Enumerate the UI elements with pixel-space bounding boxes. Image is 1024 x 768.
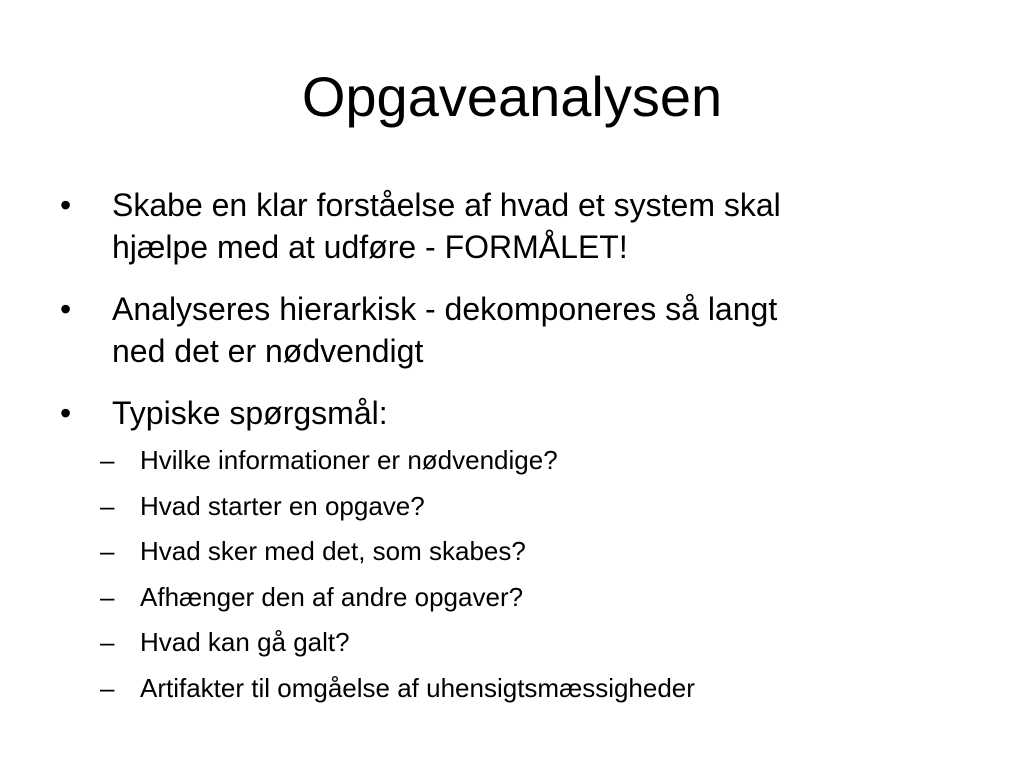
bullet-text-line: ned det er nødvendigt <box>112 333 424 369</box>
bullet-marker: • <box>60 187 72 223</box>
bullet-item <box>60 184 960 268</box>
sub-bullet-item <box>100 438 960 484</box>
slide-title: Opgaveanalysen <box>301 65 723 128</box>
sub-bullet-item <box>100 484 960 530</box>
bullet-item <box>60 392 960 712</box>
bullet-list <box>60 184 960 732</box>
sub-bullet-text: Artifakter til omgåelse af uhensigtsmæssigheder <box>140 672 695 703</box>
sub-bullet-text: Afhænger den af andre opgaver? <box>140 581 524 612</box>
sub-bullet-item <box>100 529 960 575</box>
bullet-marker: • <box>60 395 72 431</box>
bullet-text-line: Typiske spørgsmål: <box>112 395 388 431</box>
dash-marker: – <box>100 445 115 475</box>
bullet-marker: • <box>60 291 72 327</box>
bullet-text-line: hjælpe med at udføre - FORMÅLET! <box>112 229 628 265</box>
sub-bullet-item <box>100 620 960 666</box>
sub-bullet-item <box>100 575 960 621</box>
dash-marker: – <box>100 581 115 612</box>
sub-bullet-text: Hvad sker med det, som skabes? <box>140 536 526 567</box>
dash-marker: – <box>100 536 115 567</box>
dash-marker: – <box>100 672 115 703</box>
dash-marker: – <box>100 490 115 521</box>
bullet-text-line: Skabe en klar forståelse af hvad et system skal <box>112 187 781 223</box>
sub-bullet-text: Hvilke informationer er nødvendige? <box>140 445 558 475</box>
dash-marker: – <box>100 627 115 658</box>
sub-bullet-item <box>100 666 960 712</box>
bullet-item <box>60 288 960 372</box>
sub-bullet-list <box>100 438 960 712</box>
bullet-text-line: Analyseres hierarkisk - dekomponeres så langt <box>112 291 778 327</box>
sub-bullet-text: Hvad starter en opgave? <box>140 490 425 521</box>
sub-bullet-text: Hvad kan gå galt? <box>140 627 350 658</box>
